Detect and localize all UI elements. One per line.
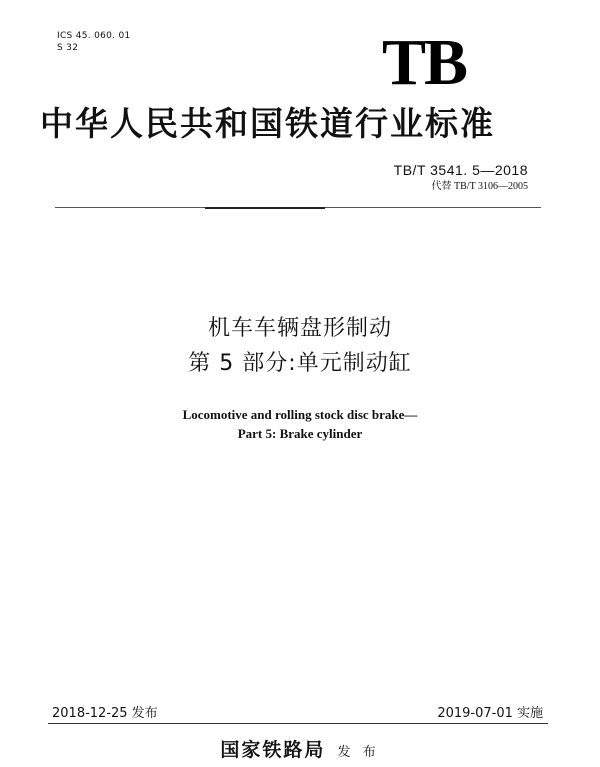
footer-divider (48, 723, 548, 724)
category-code: S 32 (57, 43, 79, 53)
publisher-line (0, 738, 600, 765)
chinese-title-line-1: 机车车辆盘形制动 (207, 316, 392, 341)
english-title-line-2: Part 5: Brake cylinder (237, 426, 363, 441)
ics-code-block (57, 30, 131, 54)
english-title-line-1: Locomotive and rolling stock disc brake— (182, 407, 418, 422)
standard-number: TB/T 3541. 5—2018 (393, 162, 528, 178)
implement-date: 2019-07-01 实施 (437, 706, 543, 721)
header-divider-accent (205, 207, 325, 209)
ics-code: ICS 45. 060. 01 (57, 31, 131, 41)
standard-title: 中华人民共和国铁道行业标准 (40, 104, 495, 143)
chinese-title-line-2: 第 5 部分:单元制动缸 (188, 351, 412, 376)
publisher-name: 国家铁路局 (220, 739, 326, 761)
publish-date: 2018-12-25 发布 (52, 706, 158, 721)
tb-logo: TB (382, 26, 467, 99)
publisher-verb: 发 布 (337, 745, 380, 760)
replaces-note: 代替 TB/T 3106—2005 (431, 181, 528, 192)
